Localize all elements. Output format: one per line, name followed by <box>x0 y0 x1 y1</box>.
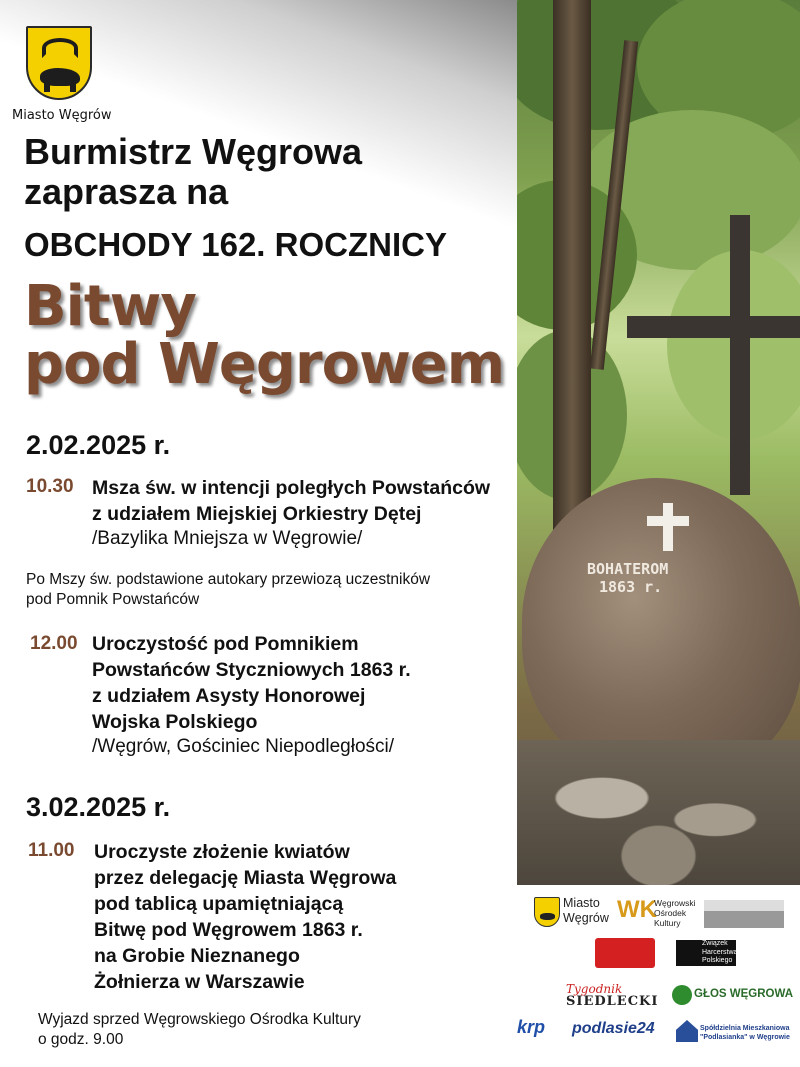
departure-note: Wyjazd sprzed Węgrowskiego Ośrodka Kultury o godz. 9.00 <box>38 1011 361 1048</box>
city-crest <box>26 26 92 100</box>
monument-photo <box>517 0 800 885</box>
date-day2: 3.02.2025 r. <box>26 792 171 822</box>
event-place: /Bazylika Mniejsza w Węgrowie/ <box>92 528 363 549</box>
event-desc: Msza św. w intencji poległych Powstańców z udziałem Miejskiej Orkiestry Dętej <box>92 477 491 525</box>
wooden-cross <box>730 215 750 495</box>
mayor-heading: Burmistrz Węgrowa <box>24 131 363 172</box>
glos-logo-text: GŁOS WĘGROWA <box>694 988 794 1000</box>
plaque-year: 1863 r. <box>599 578 663 596</box>
wok-logo-mark: WK <box>617 896 657 923</box>
event-time: 12.00 <box>30 633 78 654</box>
basilica-icon <box>704 900 784 928</box>
zhp-logo-text: Związek Harcerstwa Polskiego <box>702 940 738 964</box>
tygodnik-logo-top: Tygodnik <box>566 982 623 996</box>
city-logo-text: Miasto Węgrów <box>563 896 609 925</box>
wok-logo-text: Węgrowski Ośrodek Kultury <box>654 898 696 928</box>
battle-title-1: Bitwy <box>24 274 196 339</box>
plaque-name: BOHATEROM <box>587 560 669 578</box>
event-desc: Uroczystość pod Pomnikiem Powstańców Styczniowych 1863 r. z udziałem Asysty Honorowej Wojska Polskiego <box>92 633 411 733</box>
podlasie24-logo: podlasie24 <box>572 1020 655 1037</box>
event-desc: Uroczyste złożenie kwiatów przez delegację Miasta Węgrowa pod tablicą upamiętniającą Bitwę pod Węgrowem 1863 r. na Grobie Nieznanego Żołnierza w Warszawie <box>94 841 397 993</box>
event-time: 10.30 <box>26 476 74 497</box>
crest-label: Miasto Węgrów <box>12 108 112 123</box>
anniversary-heading: OBCHODY 162. ROCZNICY <box>24 226 447 263</box>
krp-logo: krp <box>517 1017 546 1037</box>
event-time: 11.00 <box>28 840 75 861</box>
tygodnik-logo-bottom: SIEDLECKI <box>566 994 659 1009</box>
glos-logo-icon <box>672 985 692 1005</box>
house-icon <box>676 1020 698 1042</box>
bus-note: Po Mszy św. podstawione autokary przewiozą uczestników pod Pomnik Powstańców <box>26 571 431 608</box>
event-place: /Węgrów, Gościniec Niepodległości/ <box>92 736 395 757</box>
wojsko-polskie-logo-icon <box>595 938 655 968</box>
date-day1: 2.02.2025 r. <box>26 430 171 460</box>
spoldzielnia-logo-text: Spółdzielnia Mieszkaniowa "Podlasianka" w Węgrowie <box>700 1025 790 1041</box>
invite-heading: zaprasza na <box>24 171 229 212</box>
battle-title-2: pod Węgrowem <box>24 332 505 397</box>
city-logo-icon <box>534 897 560 927</box>
